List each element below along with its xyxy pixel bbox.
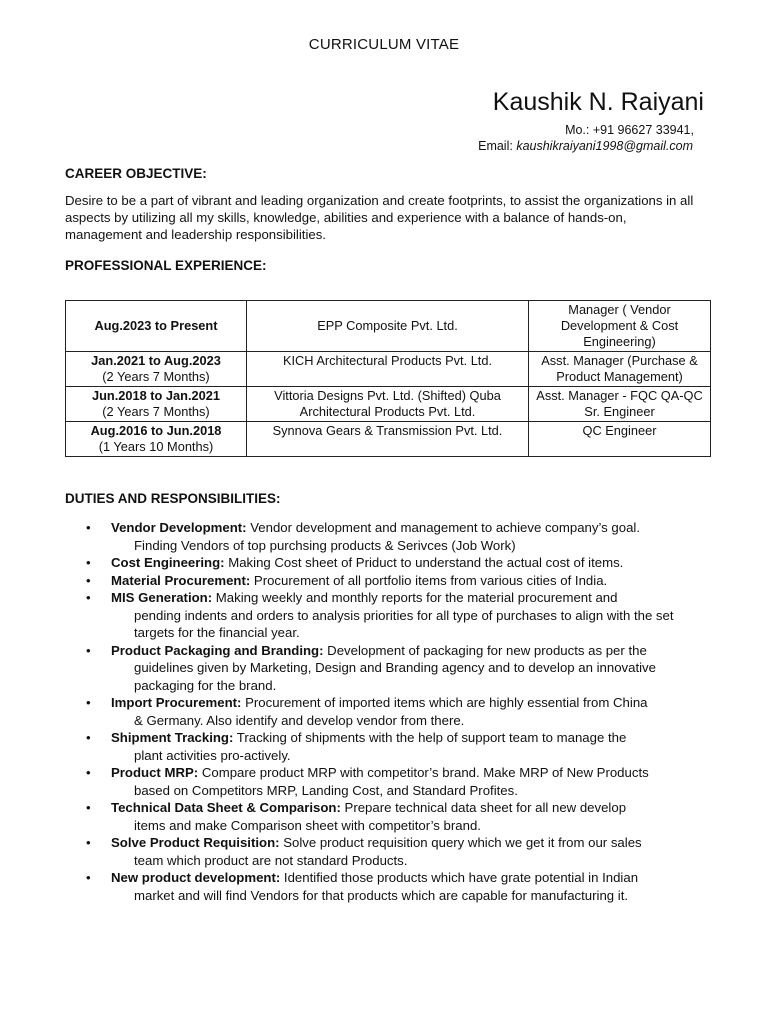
duty-continuation: team which product are not standard Products. [134, 852, 408, 868]
experience-row [66, 387, 711, 422]
experience-period [66, 352, 247, 387]
experience-role: QC Engineer [529, 422, 711, 457]
experience-row [66, 301, 711, 352]
experience-row [66, 352, 711, 387]
duty-continuation: pending indents and orders to analysis priorities for all type of purchases to align with the set targets for the financial year. [134, 607, 674, 640]
bullet-icon: • [86, 835, 91, 850]
period-duration: (2 Years 7 Months) [102, 369, 210, 384]
email-label: Email: [478, 139, 513, 153]
duty-label: Solve Product Requisition: [111, 835, 280, 850]
experience-company: Vittoria Designs Pvt. Ltd. (Shifted) Quba Architectural Products Pvt. Ltd. [247, 387, 529, 422]
duty-text: Development of packaging for new products as per the [323, 642, 647, 658]
duty-text: Identified those products which have grate potential in Indian [280, 870, 639, 885]
career-objective-heading: CAREER OBJECTIVE: [65, 166, 207, 181]
experience-role: Asst. Manager - FQC QA-QC Sr. Engineer [529, 387, 711, 422]
duty-label: Vendor Development: [111, 520, 247, 535]
bullet-icon: • [86, 730, 91, 745]
duties-list [66, 519, 706, 904]
experience-row [66, 422, 711, 457]
bullet-icon: • [86, 590, 91, 605]
professional-experience-heading: PROFESSIONAL EXPERIENCE: [65, 258, 267, 273]
duty-text: Procurement of all portfolio items from various cities of India. [250, 572, 608, 588]
list-item [66, 799, 706, 834]
duty-label: Product MRP: [111, 765, 199, 780]
list-item [66, 834, 706, 869]
duty-text: Vendor development and management to achieve company’s goal. [246, 520, 641, 535]
period-duration: (2 Years 7 Months) [102, 404, 210, 419]
bullet-icon: • [86, 800, 91, 815]
duty-label: MIS Generation: [111, 590, 213, 605]
experience-role: Asst. Manager (Purchase & Product Management) [529, 352, 711, 387]
career-objective-text: Desire to be a part of vibrant and leading organization and create footprints, to assist the organizations in all aspects by utilizing all my skills, knowledge, abilities and experience with a balance of hands-on, management and leadership responsibilities. [65, 193, 694, 242]
bullet-icon: • [86, 555, 91, 570]
duty-label: New product development: [111, 870, 281, 885]
experience-table [65, 300, 711, 457]
period-text: Aug.2023 to Present [94, 318, 218, 333]
list-item [66, 519, 706, 554]
period-text: Jun.2018 to Jan.2021 [91, 388, 221, 403]
list-item [66, 729, 706, 764]
list-item [66, 554, 706, 572]
list-item [66, 572, 706, 590]
experience-period [66, 387, 247, 422]
candidate-name: Kaushik N. Raiyani [492, 88, 704, 116]
duties-heading: DUTIES AND RESPONSIBILITIES: [65, 491, 281, 506]
duty-label: Cost Engineering: [111, 555, 225, 570]
duty-text: Procurement of imported items which are highly essential from China [241, 695, 648, 710]
list-item [66, 694, 706, 729]
duty-text: Tracking of shipments with the help of support team to manage the [233, 730, 627, 745]
duty-label: Material Procurement: [111, 572, 251, 588]
experience-company: KICH Architectural Products Pvt. Ltd. [247, 352, 529, 387]
duty-continuation: based on Competitors MRP, Landing Cost, and Standard Profites. [134, 782, 518, 798]
duty-continuation: market and will find Vendors for that products which are capable for manufacturing it. [134, 887, 629, 903]
experience-period [66, 422, 247, 457]
bullet-icon: • [86, 642, 91, 658]
experience-role: Manager ( Vendor Development & Cost Engineering) [529, 301, 711, 352]
duty-text: Making weekly and monthly reports for the material procurement and [212, 590, 618, 605]
bullet-icon: • [86, 870, 91, 885]
list-item [66, 642, 706, 695]
duty-text: Prepare technical data sheet for all new develop [340, 800, 627, 815]
experience-company: EPP Composite Pvt. Ltd. [247, 301, 529, 352]
duty-continuation: Finding Vendors of top purchsing products & Serivces (Job Work) [134, 537, 516, 553]
duty-label: Shipment Tracking: [111, 730, 234, 745]
period-duration: (1 Years 10 Months) [98, 439, 214, 454]
duty-text: Solve product requisition query which we get it from our sales [279, 835, 642, 850]
list-item [66, 589, 706, 642]
duty-continuation: & Germany. Also identify and develop vendor from there. [134, 712, 465, 728]
period-text: Aug.2016 to Jun.2018 [90, 423, 222, 438]
mobile-number: Mo.: +91 96627 33941, [565, 123, 694, 137]
duty-label: Product Packaging and Branding: [111, 642, 324, 658]
duty-continuation: plant activities pro-actively. [134, 747, 291, 763]
document-title: CURRICULUM VITAE [308, 36, 460, 53]
bullet-icon: • [86, 765, 91, 780]
experience-period [66, 301, 247, 352]
email-line [478, 139, 693, 153]
email-address: kaushikraiyani1998@gmail.com [516, 139, 693, 153]
duty-label: Import Procurement: [111, 695, 242, 710]
duty-text: Making Cost sheet of Priduct to understand the actual cost of items. [224, 555, 624, 570]
bullet-icon: • [86, 572, 91, 588]
duty-continuation: guidelines given by Marketing, Design and Branding agency and to develop an innovative packaging for the brand. [134, 660, 656, 693]
duty-text: Compare product MRP with competitor’s brand. Make MRP of New Products [198, 765, 649, 780]
experience-company: Synnova Gears & Transmission Pvt. Ltd. [247, 422, 529, 457]
list-item [66, 869, 706, 904]
list-item [66, 764, 706, 799]
bullet-icon: • [86, 695, 91, 710]
duty-continuation: items and make Comparison sheet with competitor’s brand. [134, 817, 481, 833]
bullet-icon: • [86, 520, 91, 535]
period-text: Jan.2021 to Aug.2023 [91, 353, 221, 368]
duty-label: Technical Data Sheet & Comparison: [111, 800, 341, 815]
